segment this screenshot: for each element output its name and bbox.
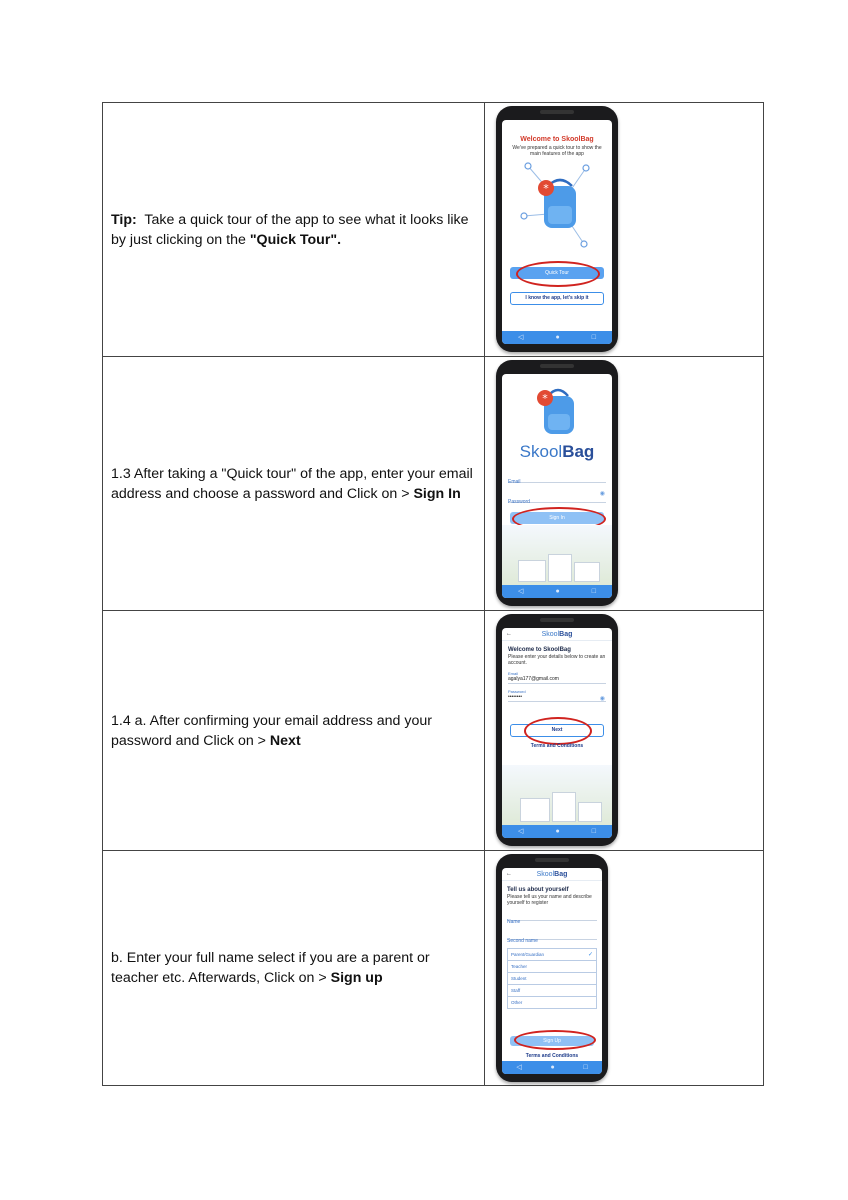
android-navbar [502, 825, 612, 838]
password-field[interactable] [508, 689, 606, 702]
tip-label: Tip: [111, 211, 137, 228]
instruction-body: 1.4 a. After confirming your email address and your password and Click on > [111, 712, 432, 749]
phone-mockup [496, 614, 618, 846]
highlight-oval [516, 261, 600, 287]
back-arrow-icon[interactable]: ← [506, 631, 512, 637]
nav-home-icon[interactable]: ● [555, 334, 560, 341]
role-option[interactable] [507, 948, 597, 961]
role-option[interactable] [507, 973, 597, 985]
screenshot-cell [485, 103, 764, 357]
logo-bold-text: Bag [562, 442, 595, 461]
email-label: Email [508, 671, 519, 676]
instruction-body: Take a quick tour of the app to see what it looks like by just clicking on the [111, 211, 469, 248]
instruction-bold: "Quick Tour". [249, 231, 342, 248]
eye-icon[interactable]: ◉ [599, 696, 605, 702]
phone-screen [502, 628, 612, 838]
nav-back-icon[interactable]: ◁ [518, 588, 524, 595]
nav-recent-icon[interactable]: □ [583, 1064, 588, 1071]
password-value: •••••••• [508, 694, 523, 700]
quick-tour-button[interactable]: Quick Tour [510, 267, 604, 279]
table-row [103, 851, 764, 1086]
instruction-text [111, 210, 476, 250]
back-arrow-icon[interactable]: ← [506, 871, 512, 877]
android-navbar [502, 1061, 602, 1074]
phone-mockup [496, 360, 618, 606]
header-logo [537, 871, 568, 878]
header-logo-light: Skool [541, 630, 560, 638]
screenshot-cell [485, 357, 764, 611]
instruction-text-cell [103, 103, 485, 357]
instruction-text [111, 464, 476, 504]
email-field[interactable] [508, 671, 606, 684]
instruction-body: 1.3 After taking a "Quick tour" of the app, enter your email address and choose a password and Click on > [111, 465, 473, 502]
instruction-text-cell [103, 851, 485, 1086]
email-label: Email [508, 479, 521, 485]
email-field[interactable] [508, 470, 606, 483]
screen-subtitle: We've prepared a quick tour to show the main features of the app [512, 145, 602, 157]
house-image [548, 554, 572, 582]
house-image [520, 798, 550, 822]
svg-text:*: * [543, 182, 549, 195]
name-label: Name [507, 919, 521, 925]
house-image [518, 560, 546, 582]
backpack-illustration [514, 160, 600, 252]
nav-back-icon[interactable]: ◁ [518, 828, 524, 835]
second-name-field[interactable] [507, 929, 597, 944]
role-options-list [507, 948, 597, 1009]
android-navbar [502, 331, 612, 344]
header-logo-bold: Bag [554, 870, 568, 878]
terms-link[interactable]: Terms and Conditions [502, 1053, 602, 1059]
phone-screen [502, 868, 602, 1074]
nav-recent-icon[interactable]: □ [591, 828, 596, 835]
phone-notch [540, 110, 574, 114]
android-navbar [502, 585, 612, 598]
phone-mockup [496, 854, 608, 1082]
role-option-label: Parent/Guardian [511, 952, 545, 957]
phone-screen [502, 120, 612, 344]
app-header [502, 868, 602, 881]
table-row [103, 103, 764, 357]
screen-subtitle: Please tell us your name and describe yourself to register [507, 894, 592, 906]
nav-recent-icon[interactable]: □ [591, 588, 596, 595]
table-row [103, 357, 764, 611]
phone-screen [502, 374, 612, 598]
role-option[interactable] [507, 997, 597, 1009]
nav-home-icon[interactable]: ● [555, 588, 560, 595]
password-label: Password [508, 499, 530, 505]
terms-link[interactable]: Terms and Conditions [530, 743, 584, 749]
screen-title: Tell us about yourself [507, 887, 569, 893]
house-image [578, 802, 602, 822]
role-option-label: Other [511, 1000, 523, 1005]
next-button[interactable]: Next [510, 724, 604, 737]
password-field[interactable] [508, 490, 606, 503]
screen-subtitle: Please enter your details below to create an account. [508, 654, 606, 666]
table-row [103, 611, 764, 851]
phone-notch [535, 858, 569, 862]
role-option-label: Student [511, 976, 527, 981]
role-option-label: Staff [511, 988, 521, 993]
instruction-bold: Sign In [413, 485, 461, 502]
nav-back-icon[interactable]: ◁ [516, 1064, 522, 1071]
role-option[interactable] [507, 961, 597, 973]
sign-up-button[interactable]: Sign Up [510, 1036, 594, 1046]
sign-in-button[interactable]: Sign In [510, 512, 604, 524]
phone-notch [540, 618, 574, 622]
header-logo [542, 631, 573, 638]
instructions-table [102, 102, 764, 1086]
eye-icon[interactable]: ◉ [599, 491, 605, 497]
house-image [552, 792, 576, 822]
password-label: Password [508, 689, 526, 694]
screen-title: Welcome to SkoolBag [508, 647, 571, 653]
screen-title: Welcome to SkoolBag [520, 136, 594, 143]
logo-light-text: Skool [519, 442, 563, 461]
check-icon: ✓ [587, 952, 593, 958]
instruction-bold: Next [269, 732, 301, 749]
nav-recent-icon[interactable]: □ [591, 334, 596, 341]
email-value: agalya177@gmail.com [508, 676, 559, 682]
instruction-text [111, 711, 476, 751]
phone-mockup [496, 106, 618, 352]
app-header [502, 628, 612, 641]
svg-text:*: * [542, 392, 548, 405]
name-field[interactable] [507, 910, 597, 925]
instruction-text-cell [103, 357, 485, 611]
phone-notch [540, 364, 574, 368]
instruction-text-cell [103, 611, 485, 851]
role-option[interactable] [507, 985, 597, 997]
highlight-oval [514, 1030, 596, 1050]
skoolbag-logo [502, 442, 612, 462]
backpack-logo-icon [532, 382, 584, 438]
highlight-oval [524, 717, 592, 745]
screenshot-cell [485, 851, 764, 1086]
screenshot-cell [485, 611, 764, 851]
house-image [574, 562, 600, 582]
nav-home-icon[interactable]: ● [550, 1064, 555, 1071]
instruction-body: b. Enter your full name select if you are a parent or teacher etc. Afterwards, Click on > [111, 950, 430, 986]
header-logo-light: Skool [536, 870, 555, 878]
role-option-label: Teacher [511, 964, 528, 969]
instruction-text [111, 948, 476, 988]
header-logo-bold: Bag [559, 630, 573, 638]
instruction-bold: Sign up [330, 970, 383, 986]
nav-home-icon[interactable]: ● [555, 828, 560, 835]
skip-tour-button[interactable]: I know the app, let's skip it [510, 292, 604, 305]
second-name-label: Second name [507, 938, 538, 944]
nav-back-icon[interactable]: ◁ [518, 334, 524, 341]
